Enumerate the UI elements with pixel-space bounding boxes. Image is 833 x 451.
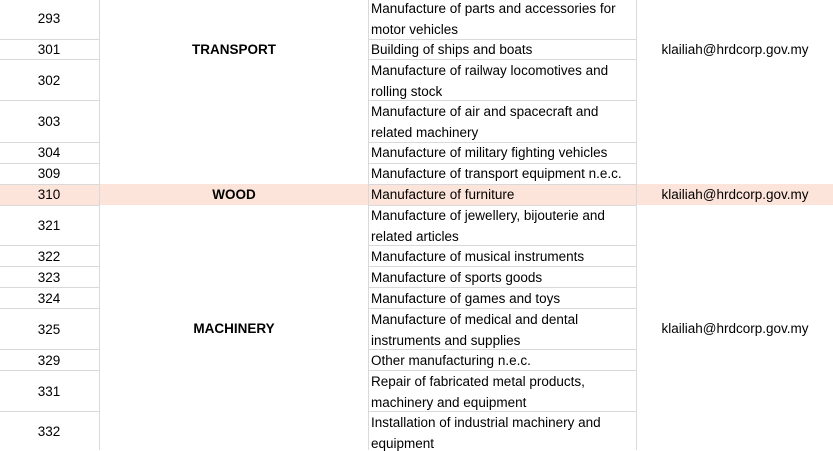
grid-hline bbox=[369, 287, 636, 288]
grid-vline bbox=[636, 0, 637, 450]
description-line[interactable]: Manufacture of games and toys bbox=[371, 291, 561, 306]
grid-hline bbox=[0, 163, 99, 164]
grid-vline bbox=[99, 0, 100, 450]
grid-hline bbox=[0, 59, 99, 60]
grid-hline bbox=[0, 100, 99, 101]
description-line[interactable]: Manufacture of furniture bbox=[371, 187, 515, 202]
grid-hline bbox=[0, 308, 99, 309]
code-cell[interactable]: 321 bbox=[37, 218, 61, 233]
code-cell[interactable]: 324 bbox=[37, 291, 61, 306]
description-line[interactable]: Manufacture of railway locomotives and bbox=[371, 63, 609, 78]
email-cell-wood[interactable]: klailiah@hrdcorp.gov.my bbox=[661, 187, 809, 202]
description-line[interactable]: Building of ships and boats bbox=[371, 42, 533, 57]
grid-hline bbox=[0, 411, 99, 412]
grid-hline bbox=[0, 245, 99, 246]
grid-hline bbox=[0, 184, 99, 185]
description-line[interactable]: equipment bbox=[371, 436, 435, 451]
code-cell[interactable]: 331 bbox=[37, 384, 61, 399]
description-line[interactable]: Repair of fabricated metal products, bbox=[371, 374, 585, 389]
code-cell[interactable]: 293 bbox=[37, 11, 61, 26]
grid-hline bbox=[0, 370, 99, 371]
grid-hline bbox=[0, 205, 99, 206]
grid-vline bbox=[368, 0, 369, 450]
description-line[interactable]: Manufacture of air and spacecraft and bbox=[371, 104, 599, 119]
grid-hline bbox=[369, 411, 636, 412]
code-cell[interactable]: 301 bbox=[37, 42, 61, 57]
grid-hline bbox=[369, 39, 636, 40]
description-line[interactable]: Other manufacturing n.e.c. bbox=[371, 353, 531, 368]
description-line[interactable]: machinery and equipment bbox=[371, 395, 527, 410]
grid-hline bbox=[369, 142, 636, 143]
code-cell[interactable]: 310 bbox=[37, 187, 61, 202]
code-cell[interactable]: 304 bbox=[37, 145, 61, 160]
grid-hline bbox=[0, 287, 99, 288]
description-line[interactable]: Manufacture of jewellery, bijouterie and bbox=[371, 208, 605, 223]
description-line[interactable]: motor vehicles bbox=[371, 22, 459, 37]
description-line[interactable]: Installation of industrial machinery and bbox=[371, 415, 601, 430]
code-cell[interactable]: 309 bbox=[37, 166, 61, 181]
description-line[interactable]: Manufacture of parts and accessories for bbox=[371, 1, 616, 16]
grid-hline bbox=[0, 266, 99, 267]
grid-hline bbox=[369, 163, 636, 164]
description-line[interactable]: instruments and supplies bbox=[371, 333, 521, 348]
grid-hline bbox=[369, 205, 636, 206]
description-line[interactable]: Manufacture of musical instruments bbox=[371, 249, 585, 264]
grid-hline bbox=[369, 245, 636, 246]
code-cell[interactable]: 329 bbox=[37, 353, 61, 368]
description-line[interactable]: Manufacture of military fighting vehicles bbox=[371, 145, 608, 160]
code-cell[interactable]: 302 bbox=[37, 73, 61, 88]
email-cell-transport[interactable]: klailiah@hrdcorp.gov.my bbox=[661, 42, 809, 57]
code-cell[interactable]: 303 bbox=[37, 114, 61, 129]
email-cell-machinery[interactable]: klailiah@hrdcorp.gov.my bbox=[661, 321, 809, 336]
grid-hline bbox=[369, 59, 636, 60]
code-cell[interactable]: 332 bbox=[37, 424, 61, 439]
description-line[interactable]: related machinery bbox=[371, 125, 479, 140]
grid-hline bbox=[369, 370, 636, 371]
description-line[interactable]: Manufacture of sports goods bbox=[371, 270, 543, 285]
grid-hline bbox=[0, 142, 99, 143]
description-line[interactable]: Manufacture of medical and dental bbox=[371, 312, 579, 327]
grid-hline bbox=[0, 39, 99, 40]
grid-hline bbox=[0, 349, 99, 350]
grid-hline bbox=[369, 349, 636, 350]
grid-hline bbox=[369, 308, 636, 309]
grid-hline bbox=[369, 266, 636, 267]
grid-hline bbox=[369, 184, 636, 185]
description-line[interactable]: Manufacture of transport equipment n.e.c. bbox=[371, 166, 622, 181]
group-cell-wood[interactable]: WOOD bbox=[212, 187, 256, 202]
grid-hline bbox=[369, 100, 636, 101]
code-cell[interactable]: 323 bbox=[37, 270, 61, 285]
code-cell[interactable]: 322 bbox=[37, 249, 61, 264]
group-cell-machinery[interactable]: MACHINERY bbox=[193, 321, 275, 336]
group-cell-transport[interactable]: TRANSPORT bbox=[192, 42, 276, 57]
code-cell[interactable]: 325 bbox=[37, 322, 61, 337]
description-line[interactable]: related articles bbox=[371, 229, 459, 244]
description-line[interactable]: rolling stock bbox=[371, 84, 443, 99]
